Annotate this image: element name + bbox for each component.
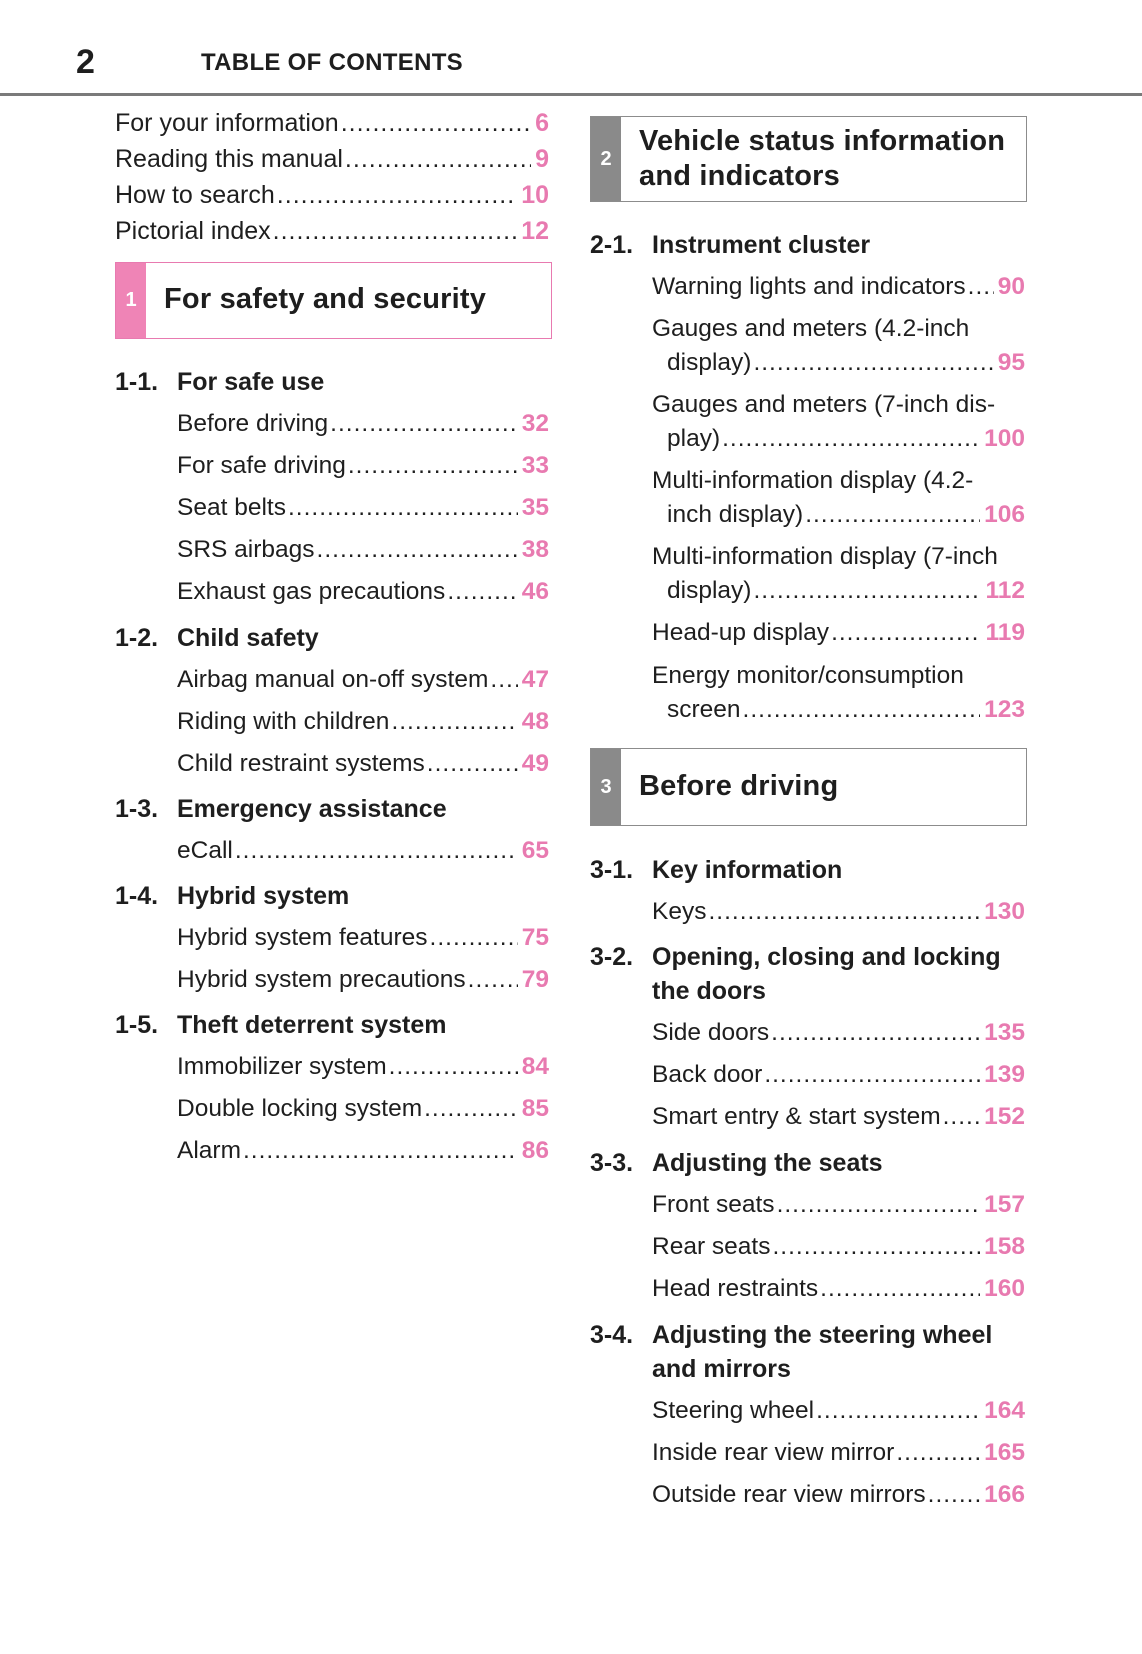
toc-page-number: 160 [984, 1275, 1025, 1302]
dot-leader [348, 449, 518, 483]
chapter-number-tab: 2 [591, 117, 621, 201]
section-heading[interactable] [115, 365, 325, 399]
dot-leader [943, 1100, 980, 1134]
toc-entry-label: For safe driving [177, 452, 346, 479]
page-number: 2 [76, 43, 95, 81]
dot-leader [235, 834, 518, 868]
toc-entry-line1: Multi-information display (7-inch [652, 543, 998, 570]
dot-leader [288, 491, 518, 525]
section-title-line2: and mirrors [652, 1355, 791, 1383]
section-number: 1-1. [115, 368, 159, 396]
dot-leader [771, 1016, 980, 1050]
toc-entry-label: For your information [115, 109, 339, 137]
dot-leader [722, 422, 980, 456]
section-title: Hybrid system [177, 882, 350, 910]
section-title: Instrument cluster [652, 231, 871, 259]
toc-page-number: 100 [984, 425, 1025, 452]
toc-page-number: 35 [521, 494, 549, 521]
toc-page-number: 75 [521, 924, 549, 951]
toc-page-number: 46 [521, 578, 549, 605]
toc-page-number: 33 [521, 452, 549, 479]
section-number: 1-4. [115, 882, 159, 910]
toc-page-number: 158 [984, 1233, 1025, 1260]
dot-leader [345, 142, 531, 176]
toc-entry[interactable] [177, 834, 549, 868]
toc-entry-label: Alarm [177, 1137, 241, 1164]
chapter-banner-2[interactable] [590, 116, 1027, 202]
section-number: 1-5. [115, 1011, 159, 1039]
header-rule [0, 93, 1142, 96]
toc-entry-label: Side doors [652, 1019, 770, 1046]
toc-page-number: 85 [521, 1095, 549, 1122]
toc-entry-label: Back door [652, 1061, 763, 1088]
section-heading[interactable] [115, 621, 319, 655]
toc-entry[interactable] [652, 1058, 1025, 1092]
dot-leader [391, 705, 517, 739]
toc-entry-label: Inside rear view mirror [652, 1439, 895, 1466]
toc-page-number: 166 [984, 1481, 1025, 1508]
toc-entry[interactable] [652, 1230, 1025, 1264]
page-title: TABLE OF CONTENTS [201, 49, 463, 76]
dot-leader [490, 663, 517, 697]
toc-entry[interactable] [652, 1436, 1025, 1470]
chapter-number-tab: 1 [116, 263, 146, 338]
toc-page-number: 12 [521, 217, 549, 245]
toc-entry-label: eCall [177, 837, 233, 864]
toc-entry[interactable] [667, 346, 1025, 380]
chapter-banner-3[interactable] [590, 748, 1027, 826]
section-title-line2: the doors [652, 977, 766, 1005]
toc-entry[interactable] [177, 663, 549, 697]
toc-entry-label: Smart entry & start system [652, 1103, 941, 1130]
dot-leader [427, 747, 518, 781]
dot-leader [753, 574, 981, 608]
toc-page-number: 84 [521, 1053, 549, 1080]
toc-entry-label: Keys [652, 898, 707, 925]
dot-leader [928, 1478, 980, 1512]
toc-page-number: 86 [521, 1137, 549, 1164]
dot-leader [772, 1230, 980, 1264]
section-heading[interactable] [115, 1008, 447, 1042]
toc-entry-label: Before driving [177, 410, 329, 437]
toc-entry[interactable] [177, 1050, 549, 1084]
section-number: 3-4. [590, 1321, 634, 1349]
dot-leader [968, 270, 994, 304]
toc-entry-label: Hybrid system precautions [177, 966, 466, 993]
toc-entry[interactable] [667, 574, 1025, 608]
toc-entry[interactable] [115, 142, 549, 176]
chapter-title: Before driving [639, 770, 839, 802]
toc-entry-label: play) [667, 425, 721, 452]
chapter-banner-1[interactable] [115, 262, 552, 339]
dot-leader [820, 1272, 980, 1306]
toc-entry[interactable] [177, 705, 549, 739]
toc-page-number: 135 [984, 1019, 1025, 1046]
dot-leader [341, 106, 531, 140]
toc-page-number: 119 [985, 619, 1025, 646]
toc-entry[interactable] [177, 575, 549, 609]
dot-leader [424, 1092, 518, 1126]
toc-entry[interactable] [652, 616, 1025, 650]
toc-entry-label: Exhaust gas precautions [177, 578, 446, 605]
toc-entry[interactable] [652, 1016, 1025, 1050]
toc-entry-line1: Energy monitor/consumption [652, 662, 964, 689]
chapter-title-line1: Vehicle status information [639, 125, 1006, 157]
section-heading[interactable] [590, 853, 843, 887]
toc-entry-label: How to search [115, 181, 275, 209]
section-heading[interactable] [590, 1318, 993, 1352]
dot-leader [330, 407, 518, 441]
toc-entry[interactable] [652, 895, 1025, 929]
dot-leader [708, 895, 980, 929]
toc-page-number: 95 [997, 349, 1025, 376]
toc-page-number: 152 [984, 1103, 1025, 1130]
toc-entry-label: Rear seats [652, 1233, 771, 1260]
dot-leader [243, 1134, 518, 1168]
toc-entry-label: Head-up display [652, 619, 830, 646]
dot-leader [273, 214, 518, 248]
dot-leader [430, 921, 518, 955]
toc-entry-label: Seat belts [177, 494, 286, 521]
section-title: For safe use [177, 368, 325, 396]
toc-entry[interactable] [177, 407, 549, 441]
toc-entry-label: Head restraints [652, 1275, 819, 1302]
toc-entry-label: inch display) [667, 501, 804, 528]
section-title-line1: Opening, closing and locking [652, 943, 1001, 971]
section-title: Theft deterrent system [177, 1011, 447, 1039]
toc-page-number: 6 [535, 109, 549, 137]
toc-entry-label: Front seats [652, 1191, 775, 1218]
toc-entry-label: Double locking system [177, 1095, 423, 1122]
toc-entry-line1: Gauges and meters (4.2-inch [652, 315, 970, 342]
page-header [0, 0, 1142, 96]
toc-entry[interactable] [177, 491, 549, 525]
dot-leader [777, 1188, 981, 1222]
toc-page-number: 165 [984, 1439, 1025, 1466]
toc-entry[interactable] [177, 1092, 549, 1126]
toc-page-number: 47 [521, 666, 549, 693]
section-title-line1: Adjusting the steering wheel [652, 1321, 993, 1349]
chapter-title-line2: and indicators [639, 160, 840, 192]
section-heading[interactable] [115, 792, 447, 826]
toc-entry-label: SRS airbags [177, 536, 315, 563]
toc-entry-label: display) [667, 349, 752, 376]
section-number: 3-1. [590, 856, 634, 884]
toc-entry[interactable] [652, 1100, 1025, 1134]
toc-entry-line1: Multi-information display (4.2- [652, 467, 974, 494]
section-number: 1-3. [115, 795, 159, 823]
toc-page-number: 157 [984, 1191, 1025, 1218]
toc-entry[interactable] [177, 963, 549, 997]
section-number: 3-3. [590, 1149, 634, 1177]
toc-entry-label: Child restraint systems [177, 750, 425, 777]
toc-entry-label: Immobilizer system [177, 1053, 387, 1080]
section-heading[interactable] [590, 940, 1001, 974]
toc-entry[interactable] [652, 1272, 1025, 1306]
toc-entry[interactable] [667, 693, 1025, 727]
toc-page-number: 112 [985, 577, 1025, 604]
section-title: Child safety [177, 624, 319, 652]
toc-page-number: 65 [521, 837, 549, 864]
section-title: Key information [652, 856, 843, 884]
toc-page-number: 164 [984, 1397, 1025, 1424]
toc-entry-label: screen [667, 696, 741, 723]
dot-leader [764, 1058, 980, 1092]
toc-entry[interactable] [652, 1188, 1025, 1222]
toc-page-number: 79 [521, 966, 549, 993]
toc-entry[interactable] [177, 533, 549, 567]
dot-leader [317, 533, 518, 567]
dot-leader [389, 1050, 518, 1084]
toc-page-number: 106 [984, 501, 1025, 528]
dot-leader [805, 498, 980, 532]
toc-entry[interactable] [115, 178, 549, 212]
toc-page-number: 10 [521, 181, 549, 209]
toc-entry-label: Warning lights and indicators [652, 273, 966, 300]
toc-entry[interactable] [177, 449, 549, 483]
toc-entry[interactable] [115, 214, 549, 248]
toc-page-number: 38 [521, 536, 549, 563]
section-heading[interactable] [590, 1146, 883, 1180]
dot-leader [277, 178, 517, 212]
section-heading[interactable] [590, 228, 871, 262]
toc-entry[interactable] [115, 106, 549, 140]
toc-page-number: 32 [521, 410, 549, 437]
dot-leader [831, 616, 981, 650]
section-number: 1-2. [115, 624, 159, 652]
toc-entry-label: Reading this manual [115, 145, 343, 173]
section-number: 2-1. [590, 231, 634, 259]
toc-page-number: 9 [535, 145, 549, 173]
toc-entry-label: Pictorial index [115, 217, 271, 245]
toc-entry[interactable] [652, 270, 1025, 304]
toc-entry-label: Hybrid system features [177, 924, 428, 951]
toc-entry-label: Outside rear view mirrors [652, 1481, 926, 1508]
chapter-number-tab: 3 [591, 749, 621, 825]
toc-page-number: 49 [521, 750, 549, 777]
toc-entry[interactable] [667, 422, 1025, 456]
dot-leader [753, 346, 993, 380]
section-title: Emergency assistance [177, 795, 447, 823]
dot-leader [896, 1436, 980, 1470]
section-number: 3-2. [590, 943, 634, 971]
section-title: Adjusting the seats [652, 1149, 883, 1177]
toc-entry[interactable] [177, 747, 549, 781]
section-heading[interactable] [115, 879, 350, 913]
dot-leader [816, 1394, 980, 1428]
toc-page-number: 48 [521, 708, 549, 735]
toc-page-number: 90 [997, 273, 1025, 300]
toc-entry[interactable] [667, 498, 1025, 532]
toc-page-number: 139 [984, 1061, 1025, 1088]
toc-entry-label: Steering wheel [652, 1397, 815, 1424]
toc-entry[interactable] [177, 921, 549, 955]
toc-page-number: 123 [984, 696, 1025, 723]
toc-entry[interactable] [652, 1394, 1025, 1428]
dot-leader [468, 963, 518, 997]
toc-entry-line1: Gauges and meters (7-inch dis- [652, 391, 996, 418]
toc-entry-label: display) [667, 577, 752, 604]
toc-page-number: 130 [984, 898, 1025, 925]
toc-entry[interactable] [652, 1478, 1025, 1512]
chapter-title: For safety and security [164, 283, 487, 315]
toc-entry-label: Airbag manual on-off system [177, 666, 489, 693]
toc-entry-label: Riding with children [177, 708, 390, 735]
toc-entry[interactable] [177, 1134, 549, 1168]
dot-leader [447, 575, 517, 609]
dot-leader [743, 693, 981, 727]
